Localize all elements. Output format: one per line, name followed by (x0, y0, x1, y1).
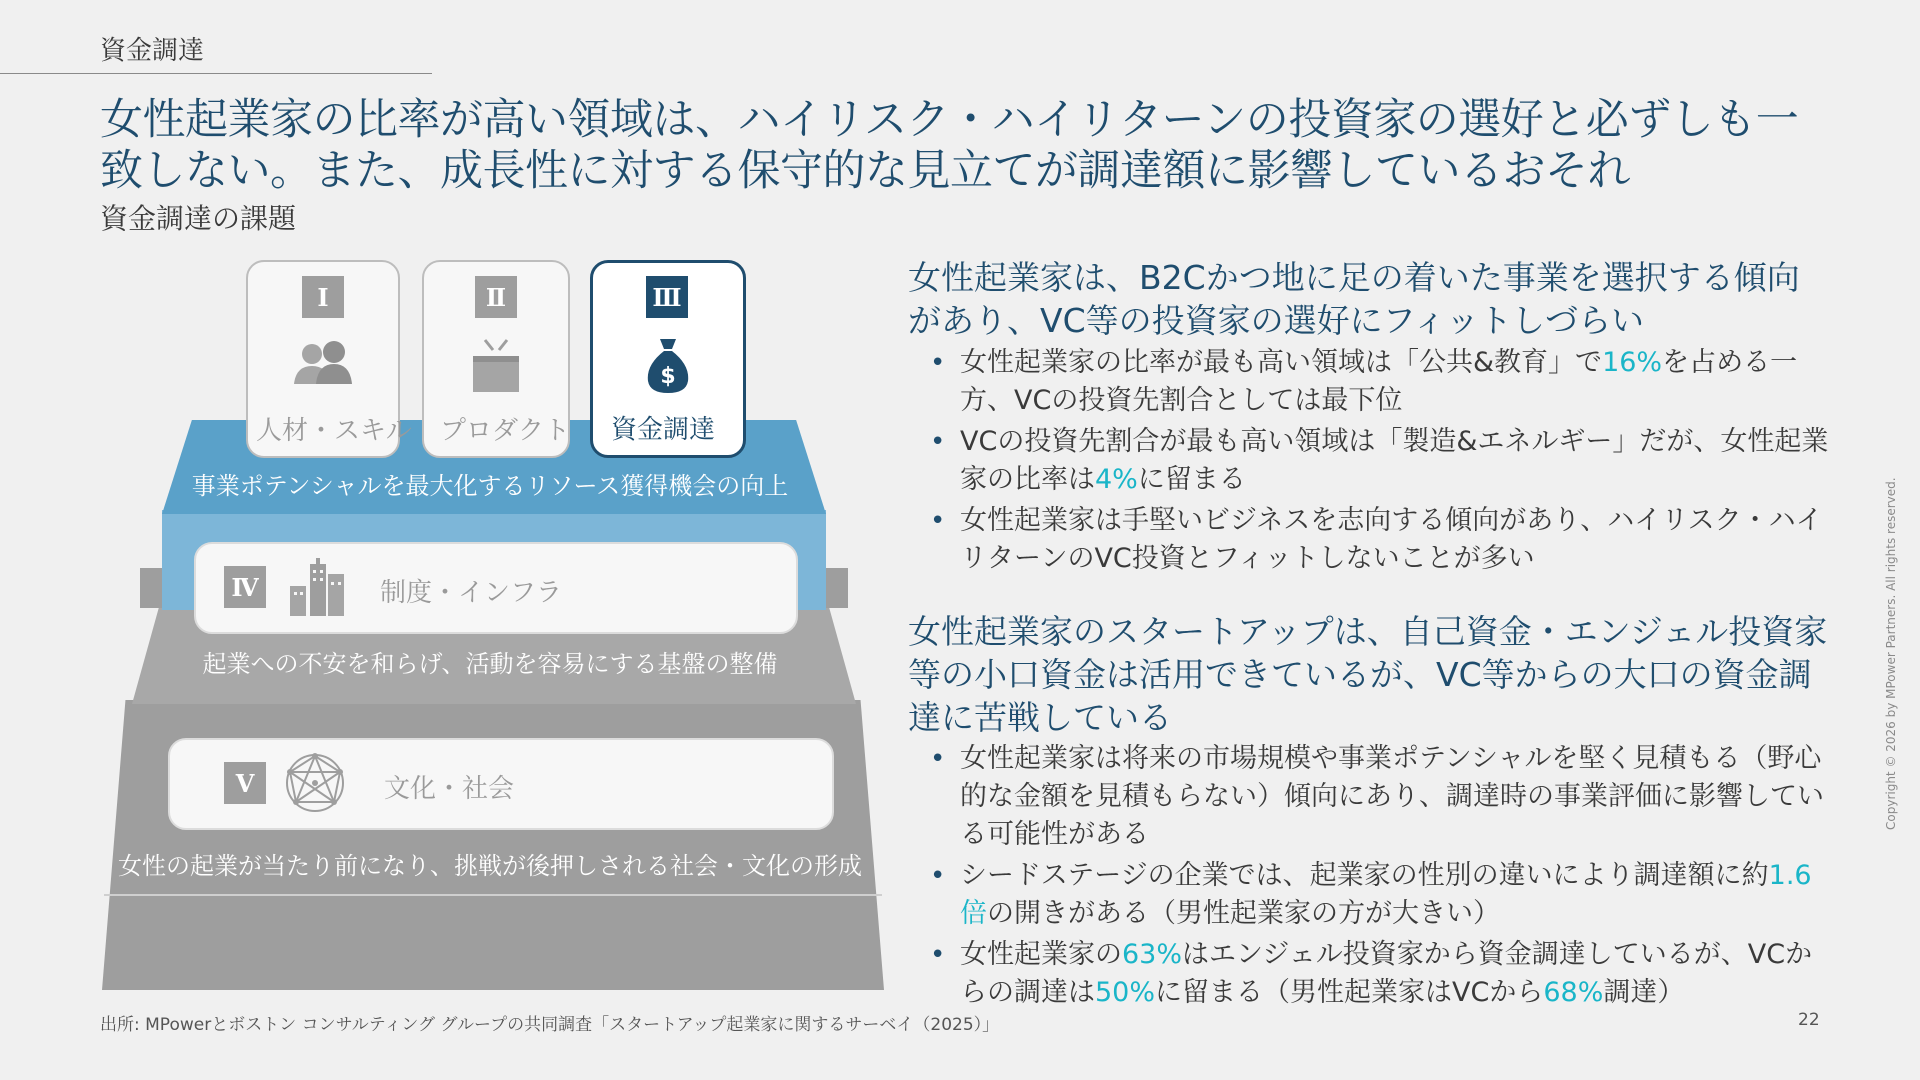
block1-bullets (960, 344, 1830, 581)
block2-bullet-1: • 女性起業家は将来の市場規模や事業ポテンシャルを堅く見積もる（野心的な金額を見積もらない）傾向にあり、調達時の事業評価に影響している可能性がある (960, 740, 1830, 854)
roman-i-badge: Ⅰ (302, 276, 344, 318)
card-institutions-infra[interactable] (194, 542, 798, 634)
block1-bullet-3: • 女性起業家は手堅いビジネスを志向する傾向があり、ハイリスク・ハイリターンのVC投資とフィットしないことが多い (960, 502, 1830, 578)
card-label-funding: 資金調達 (611, 415, 716, 445)
product-box-icon (471, 338, 521, 394)
tier1-text: 事業ポテンシャルを最大化するリソース獲得機会の向上 (191, 472, 789, 500)
card-product[interactable] (422, 260, 570, 458)
tier2-text: 起業への不安を和らげ、活動を容易にする基盤の整備 (202, 650, 778, 678)
card-label-product: プロダクト (440, 416, 571, 446)
block2-bullet-2: • シードステージの企業では、起業家の性別の違いにより調達額に約1.6倍の開きがある（男性起業家の方が大きい） (960, 857, 1830, 933)
people-icon (288, 340, 358, 390)
copyright-notice: Copyright © 2026 by MPower Partners. All rights reserved. (1884, 477, 1898, 830)
buildings-icon (286, 556, 348, 618)
card-culture-society[interactable] (168, 738, 834, 830)
roman-iii-badge: Ⅲ (646, 276, 688, 318)
network-globe-icon (282, 750, 348, 816)
roman-v-badge: Ⅴ (224, 762, 266, 804)
card-label-institutions-infra: 制度・インフラ (380, 578, 563, 608)
page-number: 22 (1798, 1010, 1820, 1030)
block1-title: 女性起業家は、B2Cかつ地に足の着いた事業を選択する傾向があり、VC等の投資家の選好にフィットしづらい (908, 258, 1800, 340)
card-human-skills[interactable] (246, 260, 412, 458)
block1-bullet-2: • VCの投資先割合が最も高い領域は「製造&エネルギー」だが、女性起業家の比率は4%に留まる (960, 423, 1830, 499)
block1-bullet-1: • 女性起業家の比率が最も高い領域は「公共&教育」で16%を占める一方、VCの投資先割合としては最下位 (960, 344, 1830, 420)
money-bag-icon (642, 335, 694, 395)
tier3-divider (104, 894, 882, 896)
card-funding[interactable] (590, 260, 746, 458)
slide-subtitle: 資金調達の課題 (100, 202, 297, 235)
card-label-human-skills: 人材・スキル (256, 416, 412, 446)
slide-headline: 女性起業家の比率が高い領域は、ハイリスク・ハイリターンの投資家の選好と必ずしも一致しない。また、成長性に対する保守的な見立てが調達額に影響しているおそれ (100, 95, 1799, 196)
pyramid-diagram (0, 0, 900, 1000)
roman-ii-badge: Ⅱ (475, 276, 517, 318)
card-label-culture-society: 文化・社会 (384, 774, 515, 804)
block2-bullets (960, 740, 1830, 1015)
block2-bullet-3: • 女性起業家の63%はエンジェル投資家から資金調達しているが、VCからの調達は50%に留まる（男性起業家はVCから68%調達） (960, 936, 1830, 1012)
tier3-text: 女性の起業が当たり前になり、挑戦が後押しされる社会・文化の形成 (118, 852, 862, 880)
section-label: 資金調達 (100, 36, 205, 66)
block2-title: 女性起業家のスタートアップは、自己資金・エンジェル投資家等の小口資金は活用できているが、VC等からの大口の資金調達に苦戦している (908, 612, 1828, 737)
roman-iv-badge: Ⅳ (224, 566, 266, 608)
svg-text:$: $ (660, 364, 676, 389)
source-citation: 出所: MPowerとボストン コンサルティング グループの共同調査「スタートアップ起業家に関するサーベイ（2025）」 (100, 1015, 1000, 1035)
